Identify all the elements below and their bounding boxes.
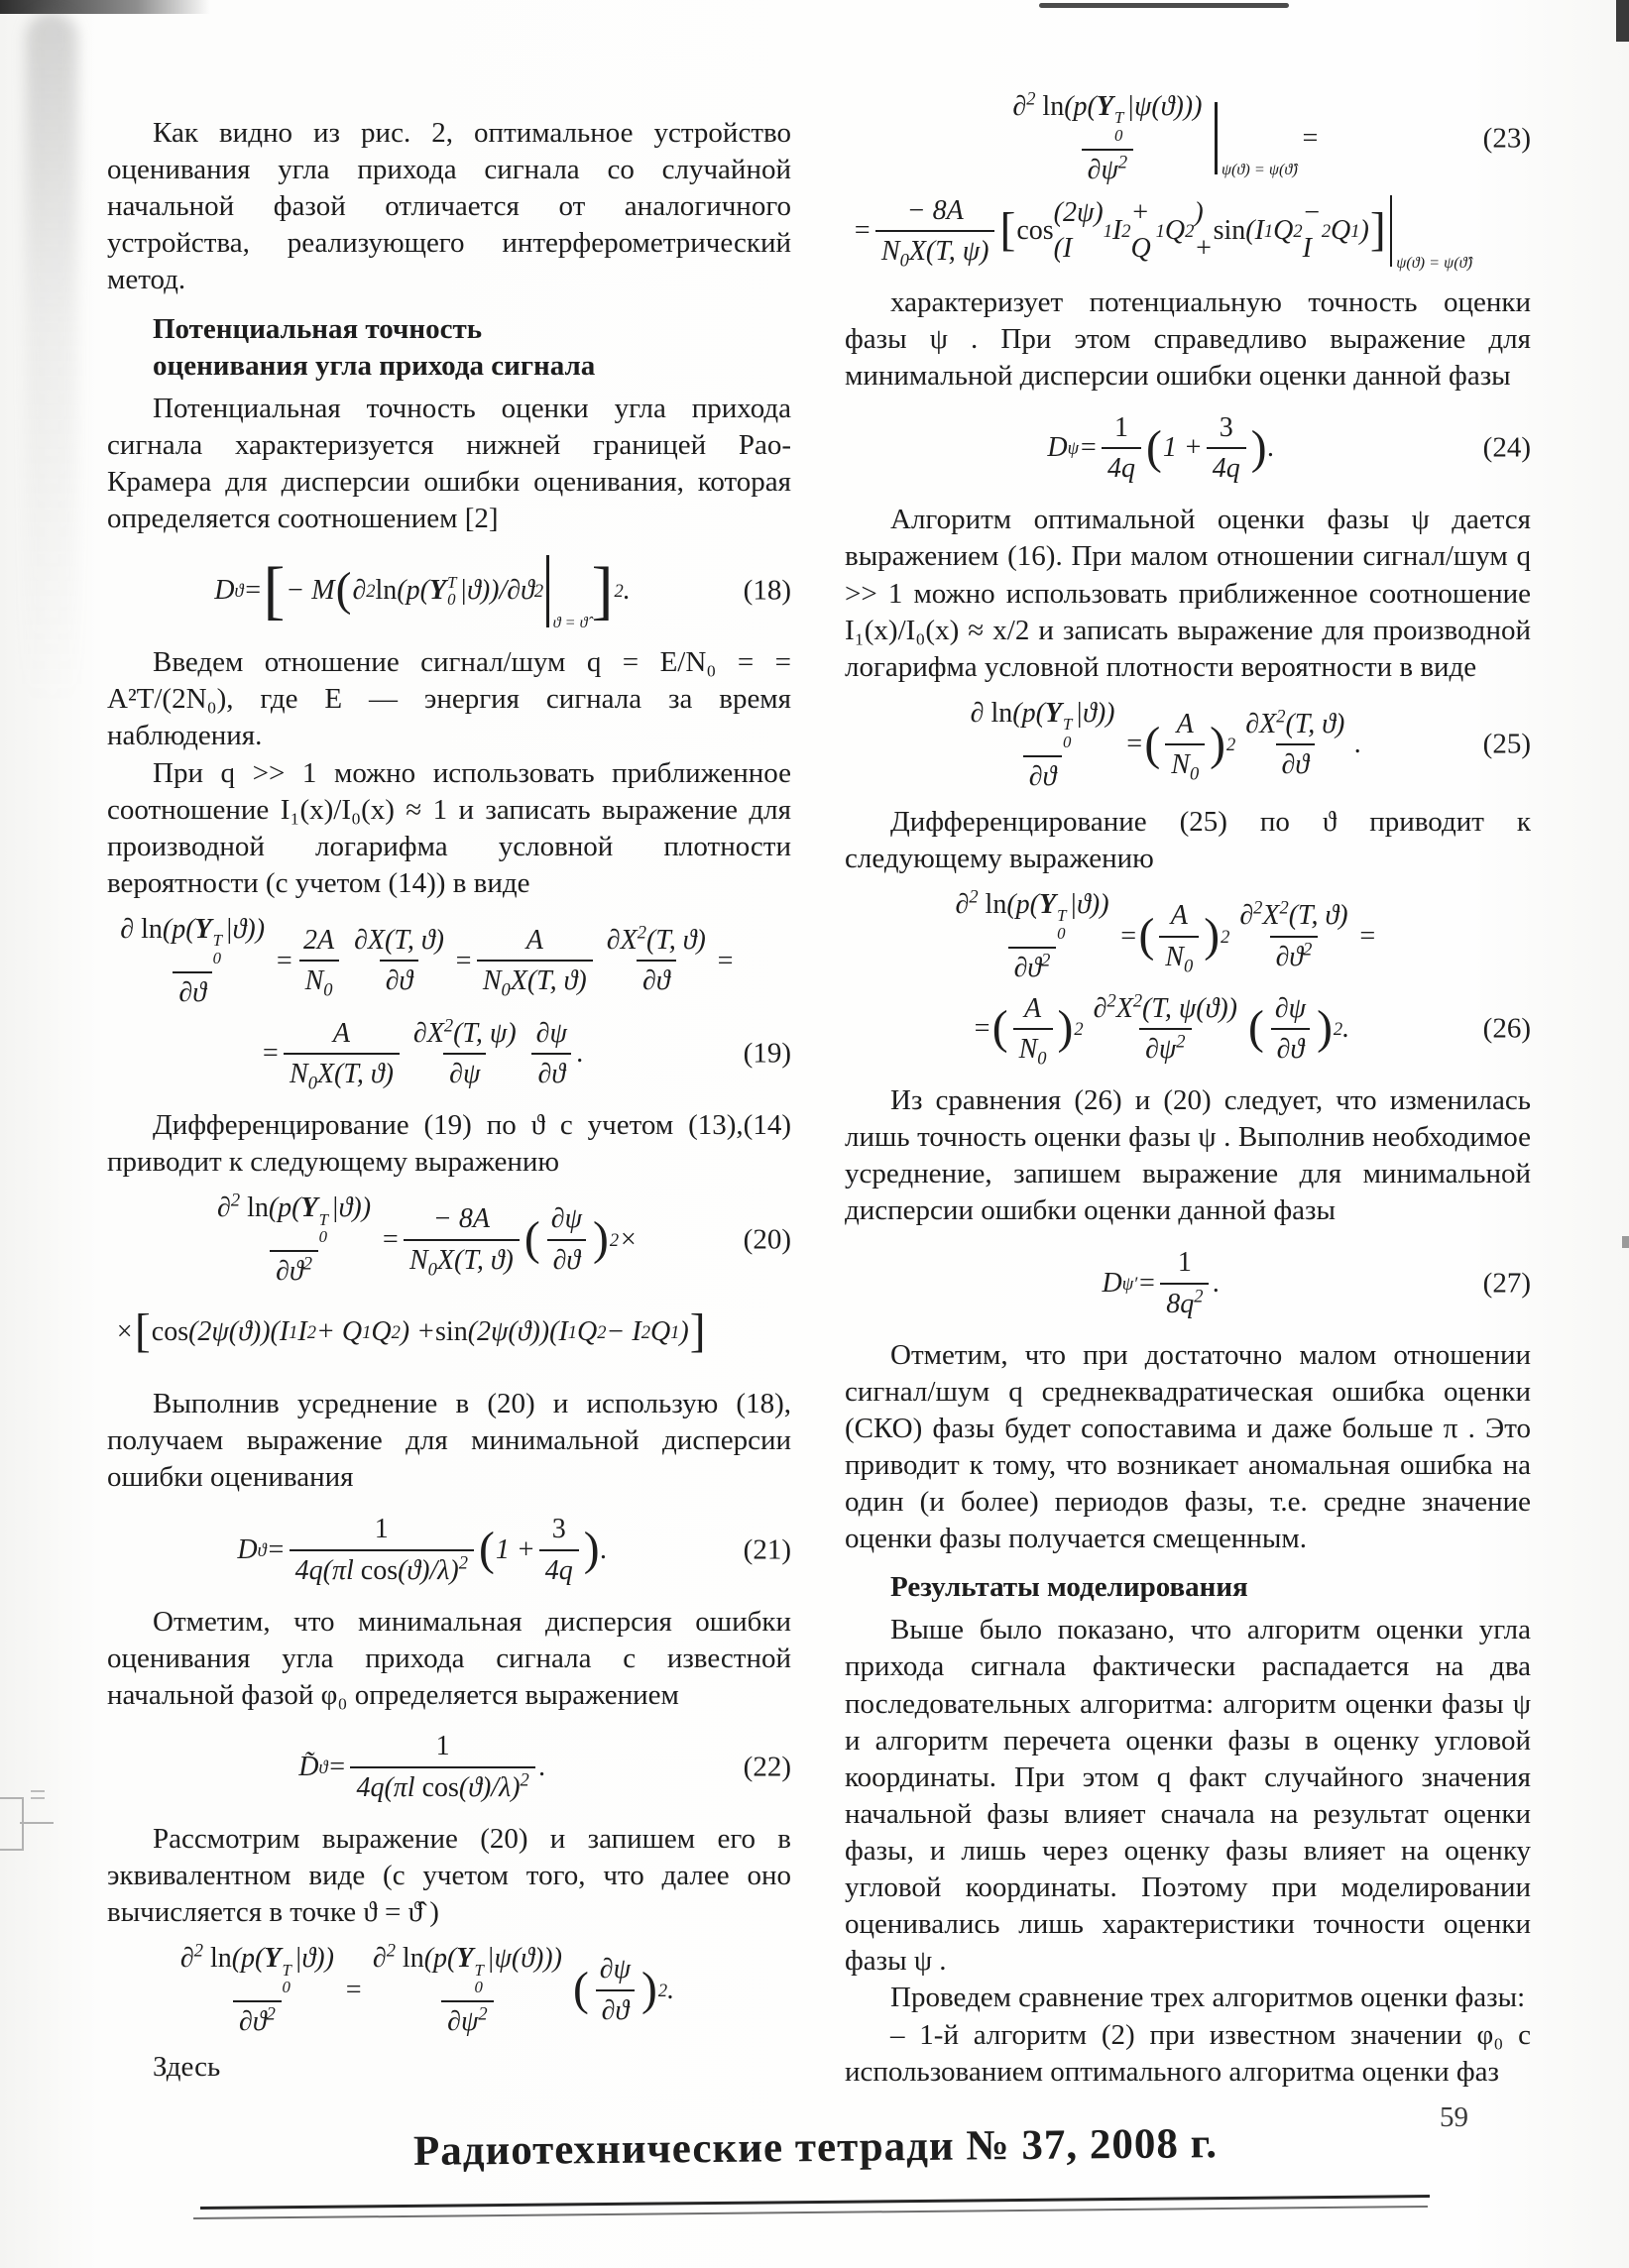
paragraph-intro: Как видно из рис. 2, оптимальное устройство оценивания угла прихода сигнала со случайной начальной фазой отличается от аналогичного устройства, реализующего интерферометрический метод.: [107, 117, 791, 296]
heading-line: Результаты моделирования: [890, 1571, 1248, 1604]
equation-26: [845, 887, 1531, 1073]
paragraph-optimal-phase-algorithm: Алгоритм оптимальной оценки фазы ψ дается выражением (16). При малом отношении сигнал/шум q >> 1 можно использовать приближенное соотношение I₁(x)/I₀(x) ≈ x/2 и записать выражение для производной логарифма условной плотности вероятности в виде: [845, 504, 1531, 683]
formula-line: ∂$^2$ ln(p(Y T 0 |ϑ)) $\partial ϑ^2$ = $\frac{- 8A}{N_0X(T, ϑ)}$ ( $\frac{\partial\psi}{\partial ϑ}$ ) 2 × (20): [217, 1190, 791, 1287]
formula-line: D ψ = $\frac{1}{4q}$ ( 1 + $\frac{3}{4q}$ ) . (24): [1047, 411, 1531, 485]
paragraph-here: Здесь: [153, 2051, 221, 2084]
formula-line: D ϑ = $\frac{1}{4q(\pi l \cos(ϑ)/\lambda)^2}$ ( 1 + $\frac{3}{4q}$ ) . (21): [237, 1514, 791, 1586]
paragraph-differentiation-25: Дифференцирование (25) по ϑ приводит к следующему выражению: [845, 805, 1531, 874]
formula-line: ∂ ln(p(Y T 0 |ϑ)) ∂ϑ = $\frac{2A}{N_0}$ $\frac{\partial X(T, ϑ)}{\partial ϑ}$ = $\frac{A}{N_0X(T, ϑ)}$ $\frac{\partial X^2(T, ϑ)}{\partial ϑ}$ =: [120, 913, 735, 1008]
equation-21: [107, 1507, 791, 1594]
right-column: [845, 79, 1531, 2091]
equation-23: [845, 89, 1531, 275]
scan-artifact-left-shadow: [26, 12, 77, 706]
equation-number: (23): [1482, 121, 1531, 154]
paragraph-anomalous-error: Отметим, что при достаточно малом отношении сигнал/шум q среднеквадратическая ошибка оценки (СКО) фазы будет сопоставима и даже больше π . Это приводит к тому, что возникает аномальная ошибка на один (и более) периодов фазы, т.е. средне значение оценки фазы получается смещенным.: [845, 1338, 1531, 1555]
paragraph-first-algorithm: – 1-й алгоритм (2) при известном значении φ₀ с использованием оптимального алгоритма оценки фаз: [845, 2018, 1531, 2088]
page-number: 59: [1440, 2101, 1468, 2133]
paragraph-known-phase: Отметим, что минимальная дисперсия ошибки оценивания угла прихода сигнала с известной начальной фазой φ₀ определяется выражением: [107, 1605, 791, 1711]
formula-line: = $\frac{A}{N_0X(T, ϑ)}$ $\frac{\partial X^2(T, \psi)}{\partial\psi}$ $\frac{\partial\psi}{\partial ϑ}$ . (19): [261, 1015, 791, 1093]
equation-18: [107, 547, 791, 634]
equation-25: [845, 696, 1531, 794]
paragraph-differentiation-19: Дифференцирование (19) по ϑ с учетом (13),(14) приводит к следующему выражению: [107, 1108, 791, 1179]
equation-number: (21): [743, 1532, 791, 1565]
equation-20: [107, 1191, 791, 1376]
paragraph-compare-three: Проведем сравнение трех алгоритмов оценки фазы:: [890, 1982, 1526, 2014]
heading-line-1: Потенциальная точность: [153, 312, 483, 345]
equation-number: (20): [743, 1223, 791, 1256]
equation-19: [107, 912, 791, 1097]
paragraph-phase-accuracy: характеризует потенциальную точность оценки фазы ψ . При этом справедливо выражение для минимальной дисперсии ошибки оценки данной фазы: [845, 286, 1531, 393]
formula-line: = $\frac{- 8A}{N_0X(T, \psi)}$ [ cos (2ψ)(I 1 I 2 + Q 1 Q 2 ) + sin (I 1 Q 2 − I 2 Q 1 ) ] ψ(ϑ) = ψ(ϑ̂): [853, 194, 1472, 272]
journal-footer-title: Радиотехнические тетради № 37, 2008 г.: [412, 2120, 1219, 2175]
equation-number: (19): [743, 1037, 791, 1070]
paragraph-two-algorithms: Выше было показано, что алгоритм оценки угла прихода сигнала фактически распадается на два последовательных алгоритма: алгоритм оценки фазы ψ и алгоритм перечета оценки фазы в оценку угловой координаты. При этом q факт случайного значения начальной фазы влияет сначала на результат оценки фазы, и лишь через оценку фазы влияет на оценку угловой координаты. Поэтому при моделировании оценивались лишь характеристики точности оценки фазы ψ .: [845, 1614, 1531, 1978]
scan-artifact-left-margin-ticks: [31, 1790, 45, 1792]
formula-line: = ( $\frac{A}{N_0}$ ) 2 $\frac{\partial^2X^2(T, \psi(ϑ))}{\partial\psi^2}$ ( $\frac{\partial\psi}{\partial ϑ}$ ) 2 . (26): [972, 990, 1531, 1069]
paragraph-approximation: При q >> 1 можно использовать приближенное соотношение I₁(x)/I₀(x) ≈ 1 и записать выражение для производной логарифма условной плотности вероятности (с учетом (14)) в виде: [107, 756, 791, 899]
scan-artifact-right-edge-tick: [1622, 1236, 1629, 1248]
paragraph-snr-definition: Введем отношение сигнал/шум q = E/N₀ = = A²T/(2N₀), где E — энергия сигнала за время наблюдения.: [107, 646, 791, 752]
paragraph-comparison-26-20: Из сравнения (26) и (20) следует, что изменилась лишь точность оценки фазы ψ . Выполнив необходимое усреднение, запишем выражение для минимальной дисперсии ошибки оценки данной фазы: [845, 1084, 1531, 1227]
equation-equivalent: [107, 1941, 791, 2039]
equation-number: (18): [743, 574, 791, 607]
formula-line: ∂$^2$ ln(p(Y T 0 |ψ(ϑ))) $\partial\psi^2$ ψ(ϑ) = ψ(ϑ̂) = (23): [1012, 88, 1531, 185]
scan-artifact-left-margin-line: [20, 1822, 54, 1824]
equation-number: (26): [1482, 1012, 1531, 1045]
equation-number: (27): [1482, 1266, 1531, 1299]
section-heading-potential-accuracy: [107, 311, 791, 385]
formula-line: × [ cos (2ψ(ϑ))(I 1 I 2 + Q 1 Q 2 ) + sin (2ψ(ϑ))(I 1 Q 2 − I 2 Q 1 ) ]: [115, 1305, 706, 1358]
formula-line: D̃ ϑ = $\frac{1}{4q(\pi l \cos(ϑ)/\lambda)^2}$ . (22): [298, 1731, 791, 1803]
scan-artifact-top-left-strip: [0, 0, 210, 14]
equation-number: (25): [1482, 728, 1531, 760]
scan-artifact-top-line: [1039, 3, 1289, 8]
equation-number: (22): [743, 1751, 791, 1783]
formula-line: ∂ ln(p(Y T 0 |ϑ)) ∂ϑ = ( $\frac{A}{N_0}$ ) 2 $\frac{\partial X^2(T, ϑ)}{\partial ϑ}$ . (25): [970, 697, 1531, 792]
left-column: [107, 115, 791, 2086]
formula-line: D ϑ = [ − M ( ∂ 2 ln (p( Y T 0 |ϑ)) /∂ϑ 2 ϑ = ϑ̂ ] 2 . (18): [214, 554, 791, 632]
formula-line: ∂$^2$ ln(p(Y T 0 |ϑ)) $\partial ϑ^2$ = ( $\frac{A}{N_0}$ ) 2 $\frac{\partial^2X^2(T, ϑ)}{\partial ϑ^2}$ =: [955, 886, 1377, 983]
paragraph-equivalent-form: Рассмотрим выражение (20) и запишем его в эквивалентном виде (с учетом того, что далее оно вычисляется в точке ϑ = ϑ̂ ): [107, 1822, 791, 1929]
paragraph-cramer-rao: Потенциальная точность оценки угла прихода сигнала характеризуется нижней границей Рао-Крамера для дисперсии ошибки оценивания, которая определяется соотношением [2]: [107, 392, 791, 535]
equation-27: [845, 1240, 1531, 1327]
formula-line: D ψ′ = $\frac{1}{8q^2}$ . (27): [1102, 1247, 1531, 1319]
equation-22: [107, 1724, 791, 1811]
paragraph-averaging-20: Выполнив усреднение в (20) и использую (18), получаем выражение для минимальной дисперсии ошибки оценивания: [107, 1388, 791, 1494]
formula-line: ∂$^2$ ln(p(Y T 0 |ϑ)) $\partial ϑ^2$ = ∂$^2$ ln(p(Y T 0 |ψ(ϑ))) $\partial\psi^2$ ( $\frac{\partial\psi}{\partial ϑ}$ ) 2 .: [179, 1940, 675, 2037]
section-heading-simulation-results: [845, 1569, 1531, 1606]
scan-artifact-left-margin-box: [0, 1797, 24, 1851]
heading-line-2: оценивания угла прихода сигнала: [153, 349, 596, 382]
equation-number: (24): [1482, 431, 1531, 464]
equation-24: [845, 404, 1531, 492]
scan-artifact-top-right-mark: [1616, 0, 1629, 42]
